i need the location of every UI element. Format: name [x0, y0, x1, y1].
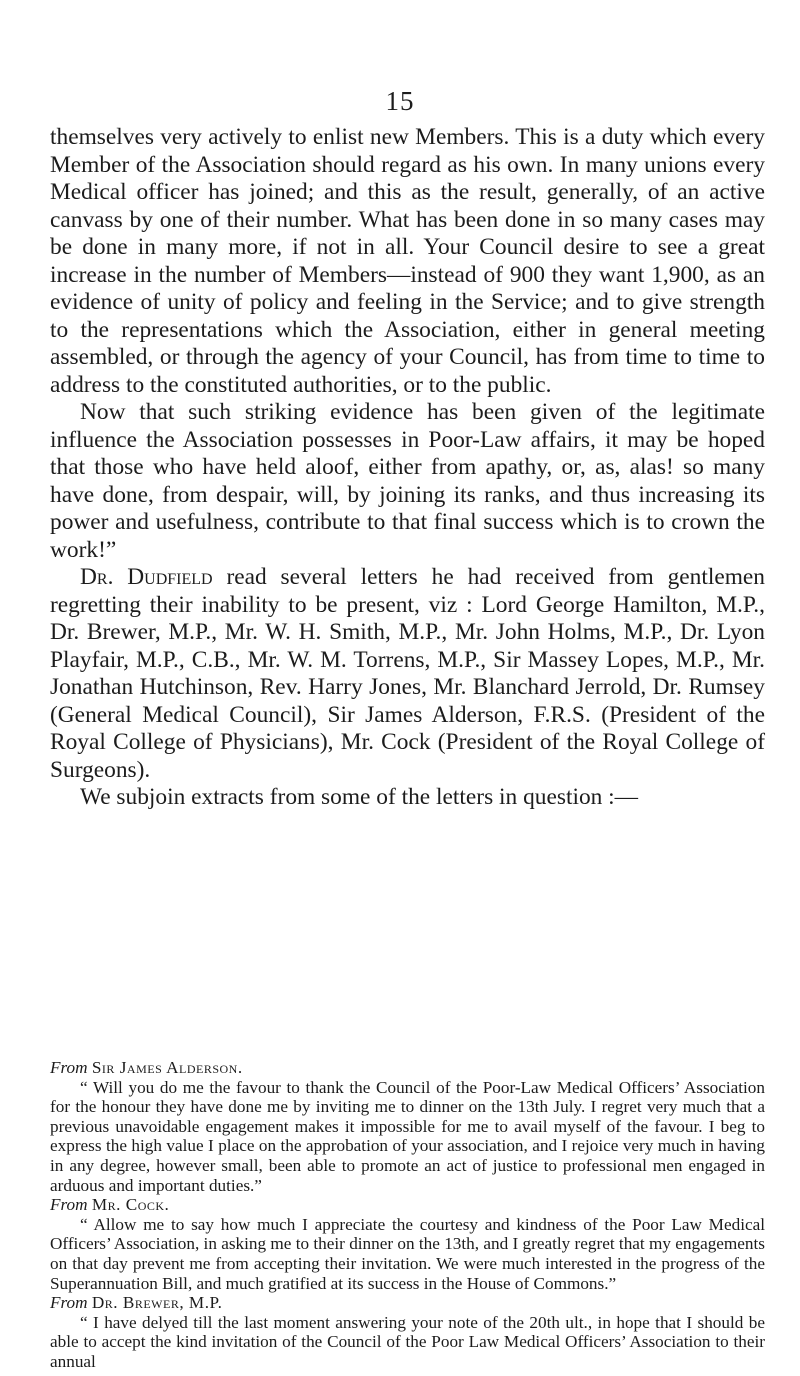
- letter-text-brewer: “ I have delyed till the last moment answering your note of the 20th ult., in hope that I should be able to accept the kind invitation of the Council of the Poor Law Medical Officers’ Association to their annual: [50, 1312, 765, 1371]
- letter-heading-cock: [50, 1195, 765, 1215]
- letter-sender: Sir James Alderson.: [91, 1058, 243, 1077]
- paragraph-influence: Now that such striking evidence has been given of the legitimate influence the Association possesses in Poor-Law affairs, it may be hoped that those who have held aloof, either from apathy, or, as, alas! so many have done, from despair, will, by joining its ranks, and thus increasing its power and usefulness, contribute to that final success which is to crown the work!”: [50, 399, 765, 563]
- letter-extracts: [50, 1058, 765, 1372]
- paragraph-membership: themselves very actively to enlist new Members. This is a duty which every Member of the Association should regard as his own. In many unions every Medical officer has joined; and this as the result, generally, of an active canvass by one of their number. What has been done in so many cases may be done in many more, if not in all. Your Council desire to see a great increase in the number of Members—instead of 900 they want 1,900, as an evidence of unity of policy and feeling in the Service; and to give strength to the representations which the Association, either in general meeting assembled, or through the agency of your Council, has from time to time to address to the constituted authorities, or to the public.: [50, 124, 765, 398]
- letter-text-alderson: “ Will you do me the favour to thank the Council of the Poor-Law Medical Officers’ Association for the honour they have done me by inviting me to dinner on the 13th July. I regret very much that a previous unavoidable engagement makes it impossible for me to avail myself of the favour. I beg to express the high value I place on the approbation of your association, and I rejoice very much in having in any degree, however small, been able to promote an act of justice to professional men engaged in arduous and important duties.”: [50, 1077, 765, 1195]
- letter-text-cock: “ Allow me to say how much I appreciate the courtesy and kindness of the Poor Law Medical Officers’ Association, in asking me to their dinner on the 13th, and I greatly regret that my engagements on that day prevent me from accepting their invitation. We were much interested in the progress of the Superannuation Bill, and much gratified at its success in the House of Commons.”: [50, 1214, 765, 1293]
- from-prefix: From: [50, 1293, 88, 1313]
- from-prefix: From: [50, 1195, 88, 1215]
- letters-received-text: read several letters he had received from gentlemen regretting their inability to be present, viz : Lord George Hamilton, M.P., Dr. Brewer, M.P., Mr. W. H. Smith, M.P., Mr. John Holms, M.P., Dr. Lyon Playfair, M.P., C.B., Mr. W. M. Torrens, M.P., Sir Massey Lopes, M.P., Mr. Jonathan Hutchinson, Rev. Harry Jones, Mr. Blanchard Jerrold, Dr. Rumsey (General Medical Council), Sir James Alderson, F.R.S. (President of the Royal College of Physicians), Mr. Cock (President of the Royal College of Surgeons).: [50, 564, 765, 783]
- paragraph-dudfield: [50, 564, 765, 784]
- from-prefix: From: [50, 1058, 88, 1077]
- letter-heading-brewer: [50, 1293, 765, 1313]
- paragraph-subjoin: We subjoin extracts from some of the letters in question :—: [80, 784, 639, 810]
- body-text: [50, 124, 765, 812]
- page-number: 15: [385, 86, 415, 116]
- letter-heading-alderson: [50, 1058, 765, 1078]
- letter-sender: Dr. Brewer, M.P.: [91, 1293, 223, 1313]
- speaker-name: Dr. Dudfield: [80, 564, 213, 590]
- letter-sender: Mr. Cock.: [91, 1195, 170, 1215]
